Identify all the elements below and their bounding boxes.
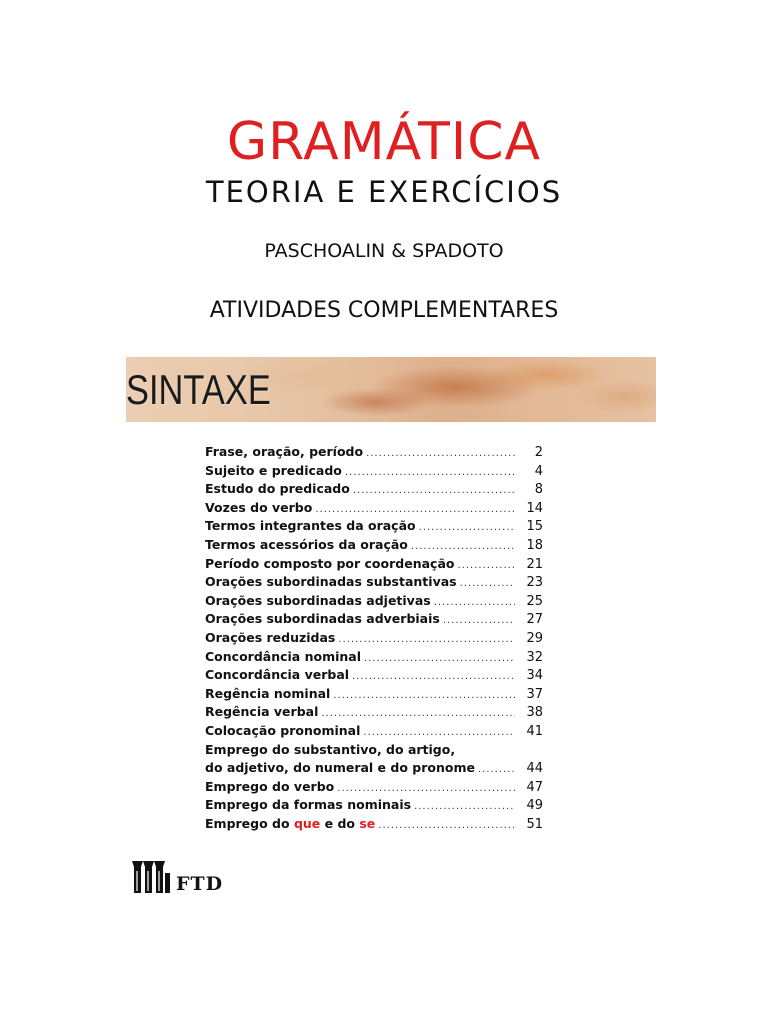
toc-entry-label: Sujeito e predicado [205, 462, 342, 478]
toc-entry-label: Regência nominal [205, 685, 331, 701]
table-of-contents [205, 443, 543, 833]
toc-entry[interactable] [205, 517, 543, 536]
toc-entry-label: Orações subordinadas substantivas [205, 574, 457, 590]
toc-highlight-que: que [293, 815, 321, 831]
toc-entry-label: Regência verbal [205, 704, 319, 720]
toc-entry-page: 44 [526, 761, 543, 777]
toc-entry-page: 34 [526, 668, 543, 684]
toc-entry-page: 41 [526, 723, 543, 739]
toc-entry[interactable] [205, 741, 543, 778]
toc-entry-page: 14 [526, 500, 543, 516]
toc-entry-label: Emprego da formas nominais [205, 797, 412, 813]
toc-entry[interactable] [205, 573, 543, 592]
toc-entry-label: Período composto por coordenação [205, 555, 455, 571]
book-title: GRAMÁTICA [226, 112, 542, 172]
toc-entry-page: 23 [526, 575, 543, 591]
toc-entry-label: Orações reduzidas [205, 629, 336, 645]
toc-entry[interactable] [205, 480, 543, 499]
toc-entry-page: 32 [526, 649, 543, 665]
toc-entry-label: Colocação pronominal [205, 722, 361, 738]
toc-entry-page: 37 [526, 686, 543, 702]
toc-entry-page: 27 [526, 612, 543, 628]
toc-label-part: Emprego do [205, 815, 294, 831]
toc-entry[interactable] [205, 648, 543, 667]
toc-entry-label: Vozes do verbo [205, 499, 313, 515]
toc-entry-page: 29 [526, 630, 543, 646]
toc-entry[interactable] [205, 443, 543, 462]
toc-entry-page: 8 [534, 482, 543, 498]
book-subtitle: TEORIA E EXERCÍCIOS [205, 175, 563, 209]
toc-entry-label: Estudo do predicado [205, 481, 350, 497]
toc-entry[interactable] [205, 703, 543, 722]
toc-entry-page: 18 [526, 537, 543, 553]
toc-entry[interactable] [205, 499, 543, 518]
toc-entry-page: 2 [534, 445, 543, 460]
toc-entry-page: 47 [526, 779, 543, 795]
toc-entry-page: 49 [526, 798, 543, 814]
toc-entry[interactable] [205, 462, 543, 481]
toc-entry-label: Concordância verbal [205, 667, 350, 683]
toc-entry-label-line2: do adjetivo, do numeral e do pronome [205, 760, 475, 776]
toc-entry-label: Orações subordinadas adjetivas [205, 592, 431, 608]
toc-entry-label: Concordância nominal [205, 648, 361, 664]
toc-entry-page: 4 [534, 463, 543, 479]
section-label: ATIVIDADES COMPLEMENTARES [209, 298, 559, 323]
toc-entry-label: Orações subordinadas adverbiais [205, 611, 440, 627]
toc-entry-label: Termos integrantes da oração [205, 518, 416, 534]
toc-entry-page: 15 [526, 519, 543, 535]
toc-entry-label-line1: Emprego do substantivo, do artigo, [205, 741, 456, 757]
toc-entry-page: 25 [526, 593, 543, 609]
toc-entry-label [205, 815, 375, 834]
toc-entry[interactable] [205, 778, 543, 797]
toc-entry[interactable] [205, 536, 543, 555]
toc-highlight-se: se [359, 815, 376, 831]
banner-title: SINTAXE [126, 366, 271, 413]
toc-entry-label: Frase, oração, período [205, 444, 364, 459]
toc-entry[interactable] [205, 666, 543, 685]
toc-entry[interactable] [205, 685, 543, 704]
toc-leader [378, 817, 515, 836]
toc-entry-page: 51 [526, 816, 543, 832]
section-banner [126, 357, 656, 422]
toc-label-part: e do [320, 815, 360, 831]
toc-entry-label: Termos acessórios da oração [205, 536, 408, 552]
toc-entry-page: 38 [526, 705, 543, 721]
toc-entry[interactable] [205, 629, 543, 648]
toc-entry-page: 21 [526, 556, 543, 572]
toc-entry[interactable] [205, 610, 543, 629]
publisher-logo [132, 855, 223, 895]
toc-entry[interactable] [205, 815, 543, 834]
toc-entry[interactable] [205, 722, 543, 741]
toc-entry[interactable] [205, 555, 543, 574]
toc-entry-label: Emprego do verbo [205, 778, 335, 794]
toc-entry[interactable] [205, 592, 543, 611]
publisher-name: FTD [176, 873, 224, 895]
ftd-stripes-icon [132, 859, 170, 895]
book-authors: PASCHOALIN & SPADOTO [264, 240, 504, 262]
toc-entry[interactable] [205, 796, 543, 815]
